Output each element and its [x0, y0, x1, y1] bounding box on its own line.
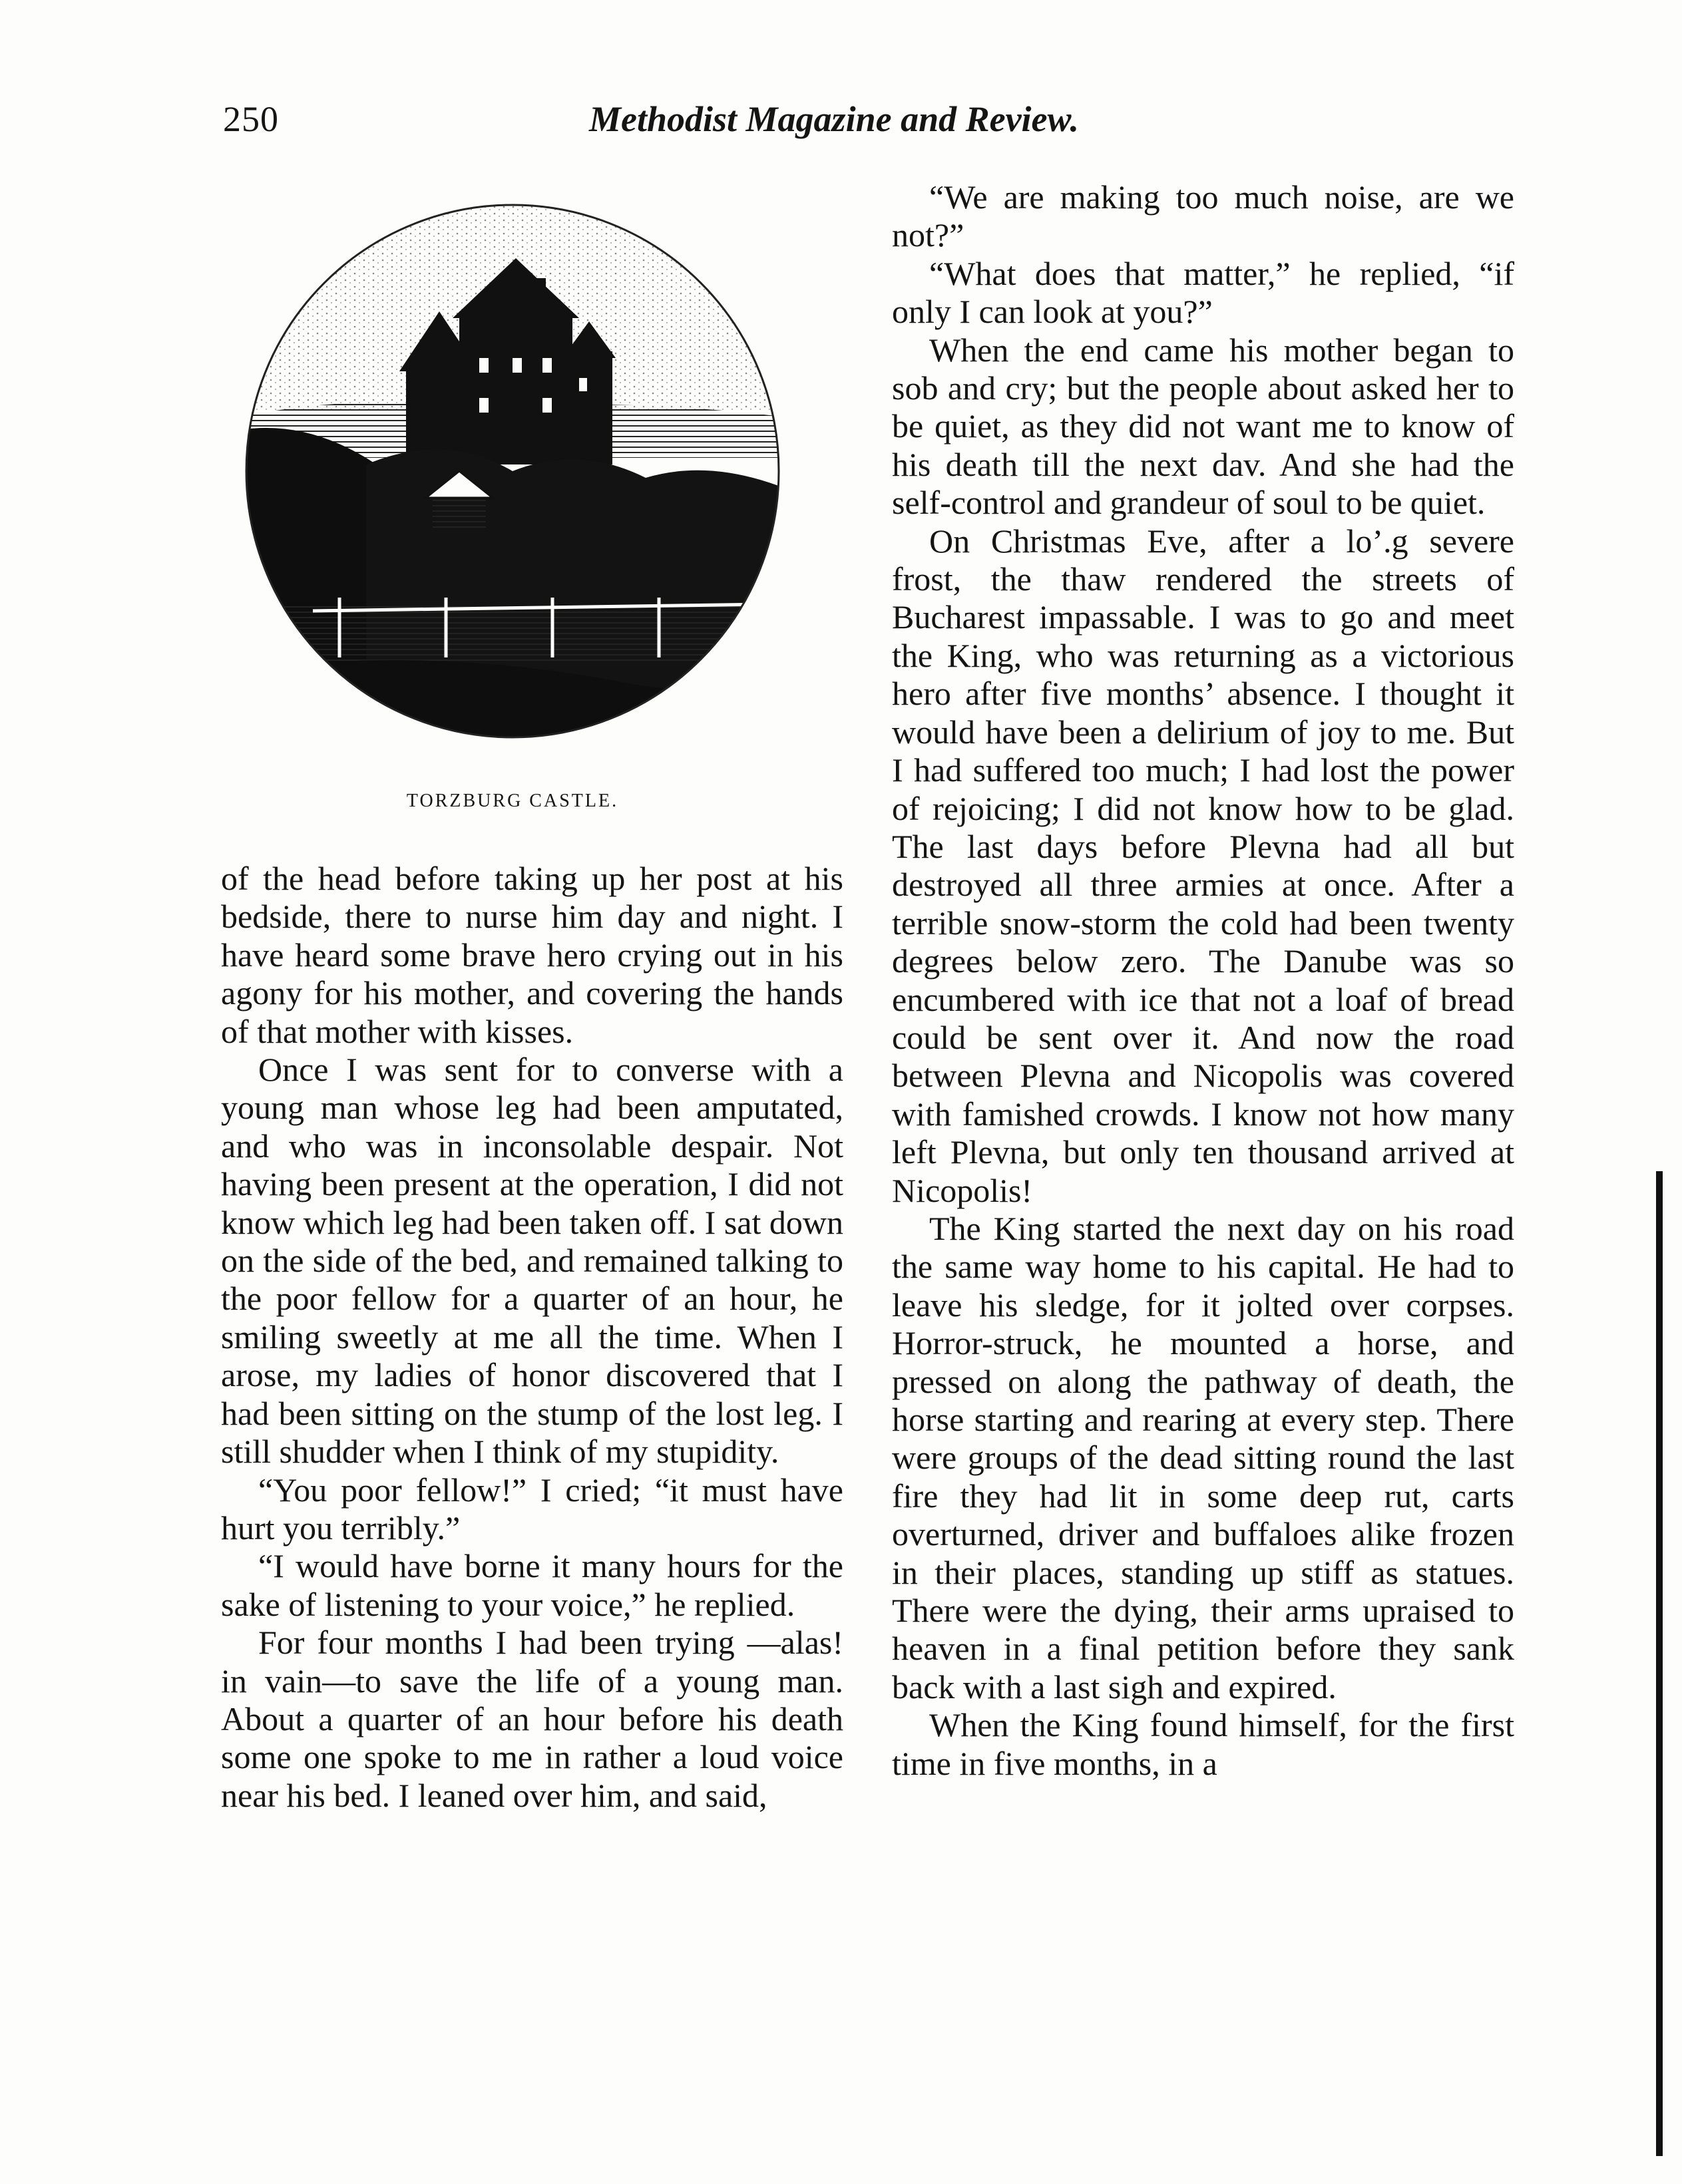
castle-illustration: [166, 178, 859, 844]
left-paragraph: For four months I had been trying —alas! in vain—to save the life of a young man. About a quarter of an hour before his death some one spoke to me in rather a loud voice near his bed. I leaned over him, and said,: [221, 1624, 843, 1814]
right-paragraph: When the end came his mother began to sob and cry; but the people about asked her to be quiet, as they did not want me to know of his death till the next dav. And she had the self-control and grandeur of soul to be quiet.: [892, 331, 1514, 522]
right-paragraph: “We are making too much noise, are we not?”: [892, 178, 1514, 254]
page-number: 250: [223, 99, 279, 139]
left-paragraph: Once I was sent for to converse with a young man whose leg had been amputated, and who was in inconsolable despair. Not having been present at the operation, I did not know which leg had been taken off. I sat down on the side of the bed, and remained talking to the poor fellow for a quarter of an hour, he smiling sweetly at me all the time. When I arose, my ladies of honor discovered that I had been sitting on the stump of the lost leg. I still shudder when I think of my stupidity.: [221, 1051, 843, 1471]
castle-engraving: [166, 178, 859, 777]
left-paragraph: “I would have borne it many hours for the sake of listening to your voice,” he replied.: [221, 1547, 843, 1623]
left-paragraph: of the head before taking up her post at his bedside, there to nurse him day and night. I have heard some brave hero crying out in his agony for his mother, and covering the hands of that mother with kisses.: [221, 860, 843, 1050]
page-header: [223, 98, 1498, 152]
left-paragraph: “You poor fellow!” I cried; “it must have hurt you terribly.”: [221, 1471, 843, 1547]
right-paragraph: “What does that matter,” he replied, “if only I can look at you?”: [892, 254, 1514, 331]
right-column: [892, 178, 1514, 1783]
right-paragraph: On Christmas Eve, after a lo’.g severe frost, the thaw rendered the streets of Bucharest impassable. I was to go and meet the King, who was returning as a victorious hero after five months’ absence. I thought it would have been a delirium of joy to me. But I had suffered too much; I had lost the power of rejoicing; I did not know how to be glad. The last days before Plevna had all but destroyed all three armies at once. After a terrible snow-storm the cold had been twenty degrees below zero. The Danube was so encumbered with ice that not a loaf of bread could be sent over it. And now the road between Plevna and Nicopolis was covered with famished crowds. I know not how many left Plevna, but only ten thousand arrived at Nicopolis!: [892, 522, 1514, 1209]
running-title: Methodist Magazine and Review.: [589, 99, 1080, 139]
figure-caption: TORZBURG CASTLE.: [406, 791, 619, 811]
right-paragraph: When the King found himself, for the first time in five months, in a: [892, 1706, 1514, 1782]
scan-edge-shadow: [1656, 1171, 1663, 2156]
left-column: [221, 860, 843, 1815]
right-paragraph: The King started the next day on his road the same way home to his capital. He had to leave his sledge, for it jolted over corpses. Horror-struck, he mounted a horse, and pressed on along the pathway of death, the horse starting and rearing at every step. There were groups of the dead sitting round the last fire they had lit in some deep rut, carts overturned, driver and buffaloes alike frozen in their places, standing up stiff as statues. There were the dying, their arms upraised to heaven in a final petition before they sank back with a last sigh and expired.: [892, 1209, 1514, 1706]
